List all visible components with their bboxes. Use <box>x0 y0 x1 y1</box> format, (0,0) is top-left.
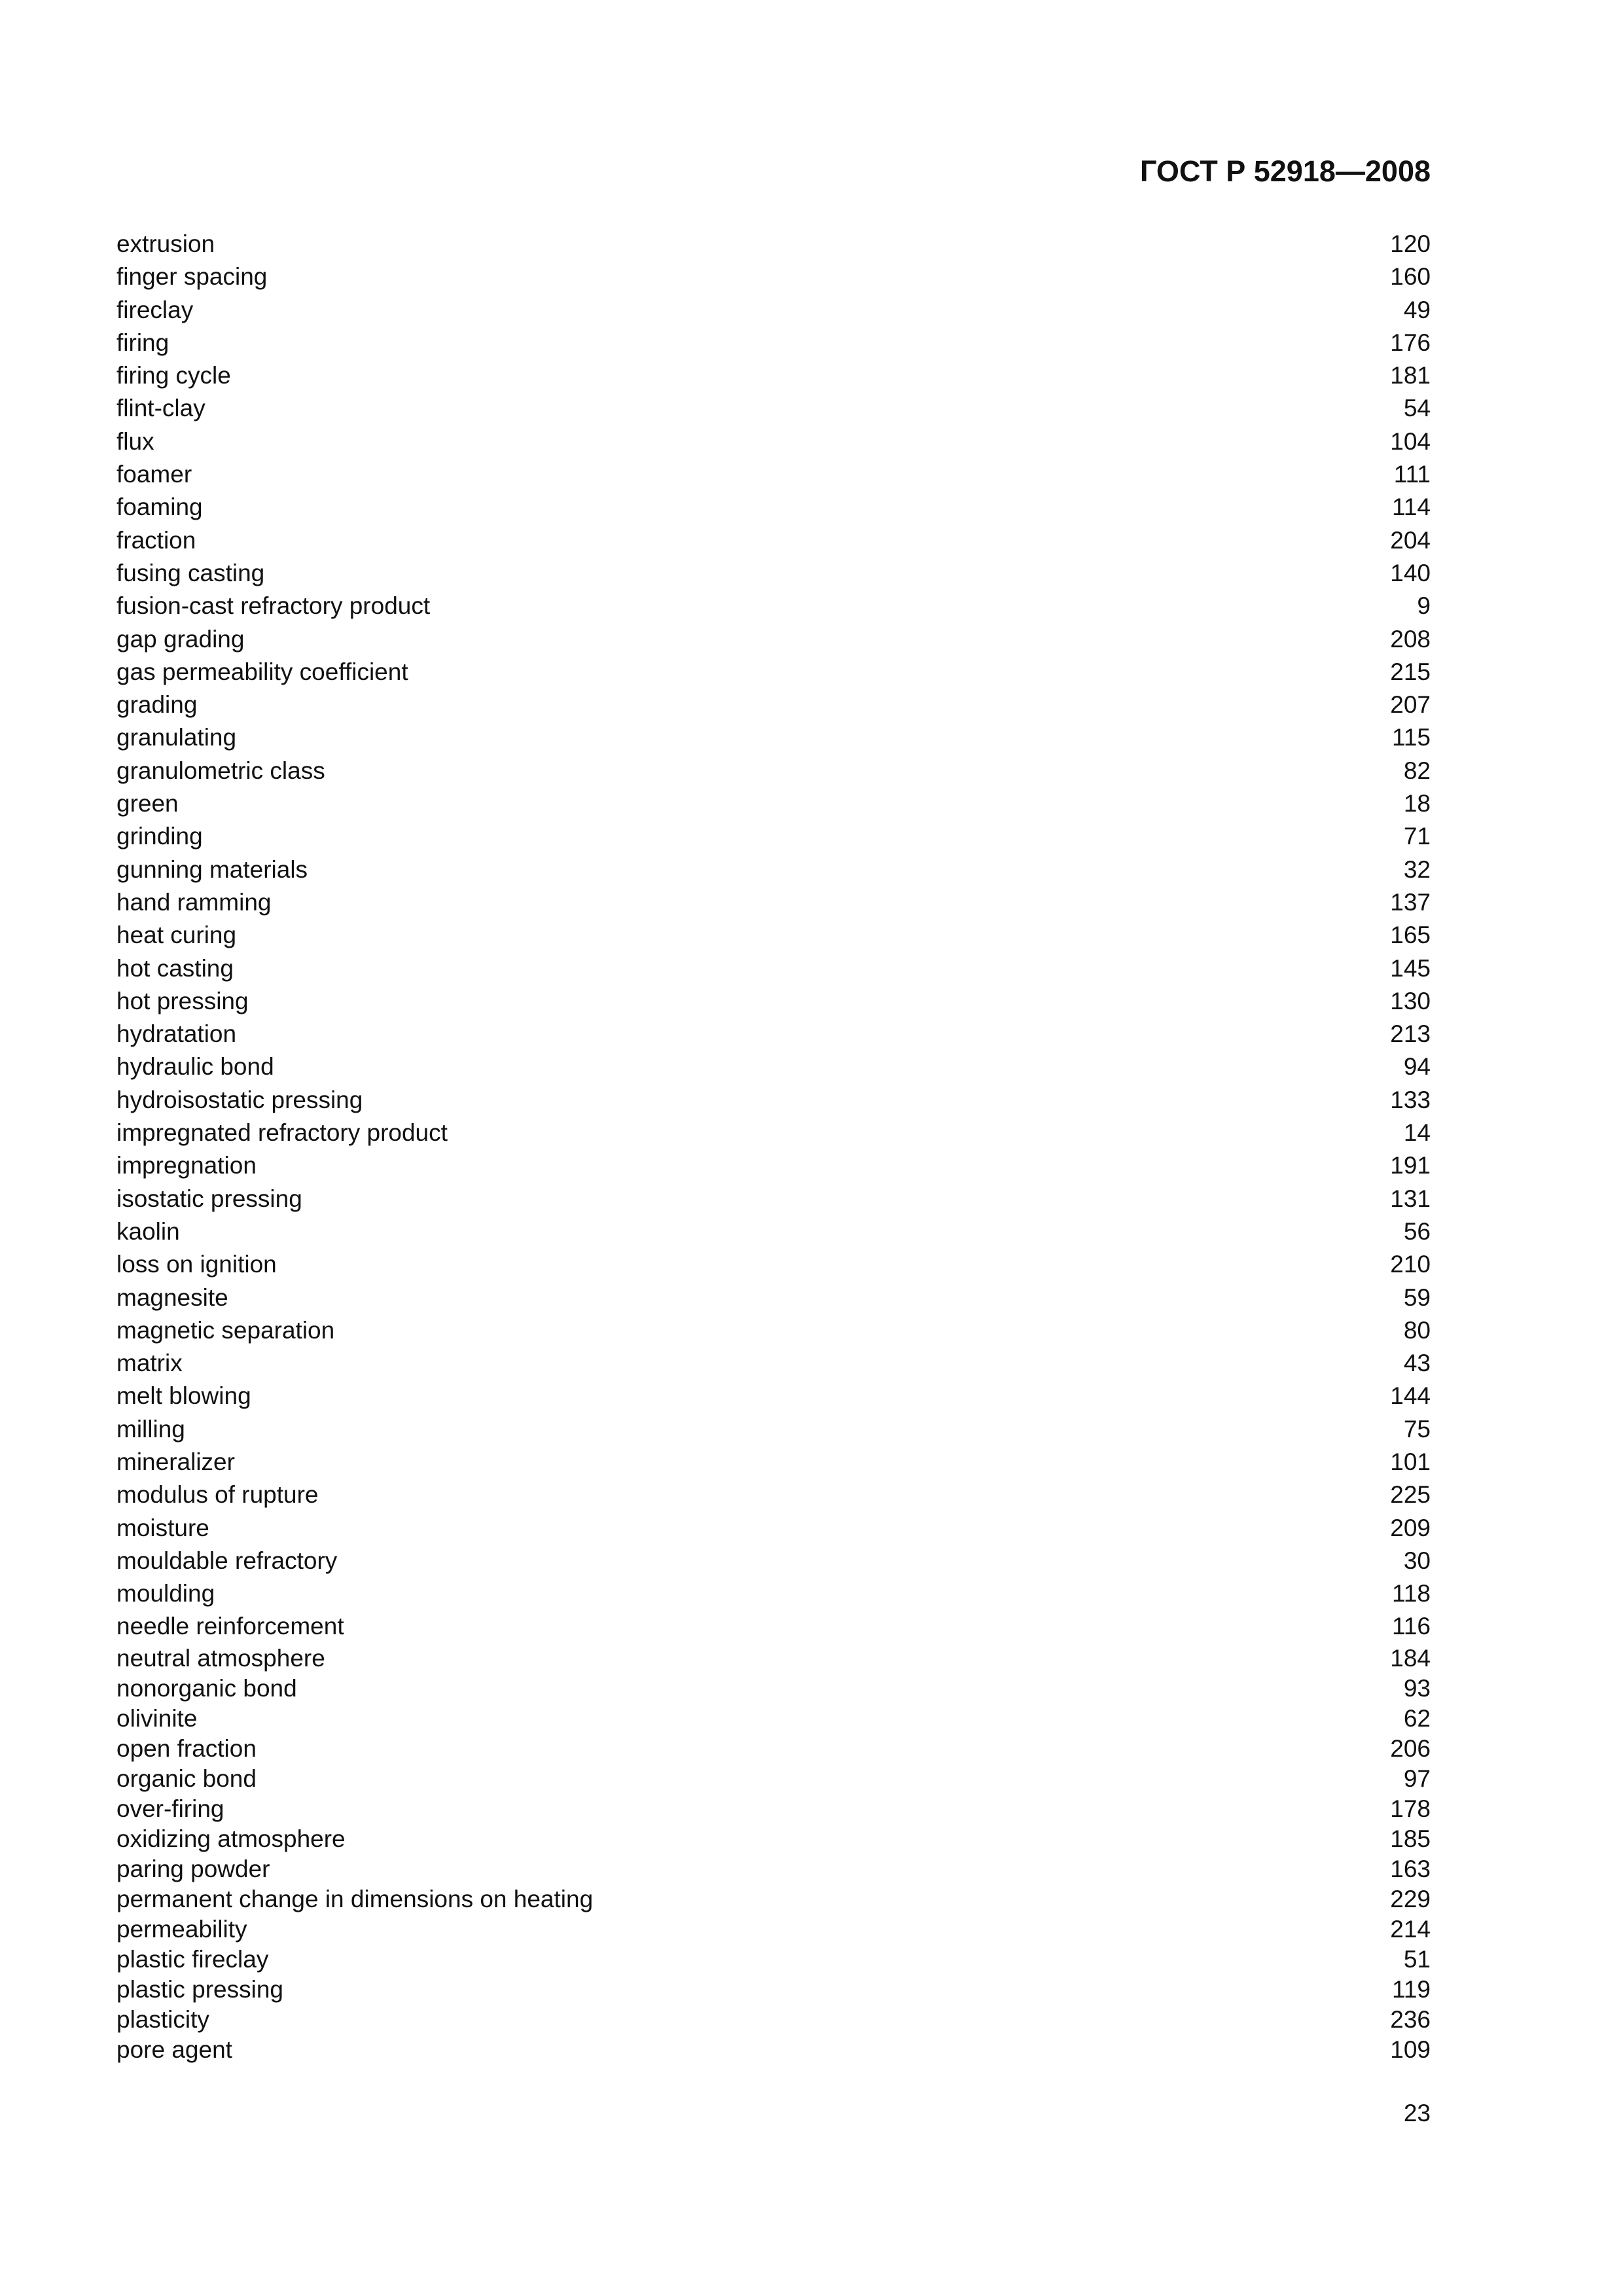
index-term: open fraction <box>116 1734 257 1762</box>
index-number: 181 <box>1390 362 1431 389</box>
index-number: 56 <box>1403 1217 1431 1245</box>
index-term: flux <box>116 427 154 455</box>
index-number: 120 <box>1390 230 1431 257</box>
index-term: melt blowing <box>116 1382 251 1410</box>
index-row <box>116 1282 1431 1314</box>
index-term: pore agent <box>116 2036 232 2063</box>
index-row <box>116 524 1431 557</box>
index-row <box>116 2035 1431 2065</box>
index-term: granulating <box>116 724 237 751</box>
index-row <box>116 1314 1431 1347</box>
index-term: mineralizer <box>116 1448 235 1475</box>
index-row <box>116 623 1431 656</box>
index-row <box>116 1884 1431 1914</box>
index-number: 145 <box>1390 954 1431 982</box>
index-number: 140 <box>1390 559 1431 586</box>
index-term: needle reinforcement <box>116 1613 344 1640</box>
index-term: gas permeability coefficient <box>116 658 408 685</box>
index-number: 236 <box>1390 2005 1431 2033</box>
index-number: 114 <box>1392 493 1431 521</box>
index-row <box>116 820 1431 853</box>
index-number: 215 <box>1390 658 1431 685</box>
index-row <box>116 1794 1431 1824</box>
index-row <box>116 1734 1431 1764</box>
index-number: 51 <box>1403 1945 1431 1973</box>
index-number: 111 <box>1393 461 1431 488</box>
index-row <box>116 1674 1431 1704</box>
index-row <box>116 1248 1431 1281</box>
index-number: 59 <box>1403 1283 1431 1311</box>
index-number: 209 <box>1390 1514 1431 1541</box>
index-number: 130 <box>1390 987 1431 1014</box>
index-row <box>116 1084 1431 1117</box>
index-number: 62 <box>1403 1704 1431 1732</box>
index-row <box>116 1914 1431 1945</box>
index-number: 32 <box>1403 855 1431 883</box>
index-term: milling <box>116 1415 185 1443</box>
index-number: 178 <box>1390 1795 1431 1822</box>
index-row <box>116 1512 1431 1545</box>
index-term: mouldable refractory <box>116 1547 338 1574</box>
index-term: gunning materials <box>116 855 308 883</box>
index-term: extrusion <box>116 230 215 257</box>
index-number: 101 <box>1390 1448 1431 1475</box>
index-row <box>116 1380 1431 1412</box>
index-row <box>116 1117 1431 1149</box>
index-term: hand ramming <box>116 888 272 916</box>
index-number: 118 <box>1392 1580 1431 1607</box>
index-number: 94 <box>1403 1053 1431 1081</box>
index-row <box>116 491 1431 524</box>
index-row <box>116 1577 1431 1610</box>
index-number: 184 <box>1390 1644 1431 1672</box>
index-number: 104 <box>1390 427 1431 455</box>
index-term: foaming <box>116 493 203 521</box>
index-row <box>116 1975 1431 2005</box>
index-number: 163 <box>1390 1855 1431 1882</box>
index-term: moisture <box>116 1514 209 1541</box>
index-term: foamer <box>116 461 192 488</box>
index-term: fireclay <box>116 296 194 323</box>
index-row <box>116 228 1431 260</box>
index-term: plastic pressing <box>116 1975 284 2003</box>
index-row <box>116 425 1431 458</box>
index-row <box>116 656 1431 689</box>
index-row <box>116 1704 1431 1734</box>
index-number: 191 <box>1390 1152 1431 1179</box>
page-number: 23 <box>1403 2100 1431 2126</box>
index-number: 75 <box>1403 1415 1431 1443</box>
index-term: fraction <box>116 526 196 554</box>
index-term: gap grading <box>116 625 245 653</box>
index-term: firing <box>116 329 169 356</box>
index-row <box>116 1610 1431 1643</box>
index-term: green <box>116 790 179 817</box>
index-term: hot pressing <box>116 987 249 1014</box>
index-term: grading <box>116 691 198 719</box>
index-row <box>116 985 1431 1018</box>
index-term: permanent change in dimensions on heating <box>116 1885 594 1912</box>
index-term: modulus of rupture <box>116 1481 319 1509</box>
index-term: loss on ignition <box>116 1251 277 1278</box>
index-term: flint-clay <box>116 395 205 422</box>
index-row <box>116 1215 1431 1248</box>
index-term: oxidizing atmosphere <box>116 1825 346 1852</box>
index-row <box>116 392 1431 425</box>
index-row <box>116 1018 1431 1050</box>
index-row <box>116 1479 1431 1511</box>
index-number: 116 <box>1392 1613 1431 1640</box>
index-row <box>116 294 1431 327</box>
index-number: 204 <box>1390 526 1431 554</box>
index-number: 207 <box>1390 691 1431 719</box>
index-row <box>116 327 1431 359</box>
index-number: 213 <box>1390 1020 1431 1048</box>
index-row <box>116 721 1431 754</box>
index-term: firing cycle <box>116 362 231 389</box>
index-number: 185 <box>1390 1825 1431 1852</box>
index-term: plasticity <box>116 2005 209 2033</box>
index-number: 165 <box>1390 922 1431 949</box>
index-number: 97 <box>1403 1765 1431 1792</box>
index-number: 43 <box>1403 1350 1431 1377</box>
index-term: magnetic separation <box>116 1316 335 1344</box>
index-row <box>116 557 1431 590</box>
index-term: grinding <box>116 823 203 850</box>
index-number: 176 <box>1390 329 1431 356</box>
index-number: 133 <box>1390 1086 1431 1113</box>
index-term: hydroisostatic pressing <box>116 1086 363 1113</box>
index-term: granulometric class <box>116 757 325 784</box>
index-term: hot casting <box>116 954 234 982</box>
index-term: nonorganic bond <box>116 1674 297 1702</box>
index-row <box>116 359 1431 392</box>
index-term: moulding <box>116 1580 215 1607</box>
index-row <box>116 2005 1431 2035</box>
index-row <box>116 787 1431 820</box>
document-code: ГОСТ Р 52918—2008 <box>1139 154 1431 188</box>
index-row <box>116 1149 1431 1182</box>
index-term: organic bond <box>116 1765 257 1792</box>
index-number: 206 <box>1390 1734 1431 1762</box>
index-number: 49 <box>1403 296 1431 323</box>
index-number: 137 <box>1390 888 1431 916</box>
index-term: paring powder <box>116 1855 270 1882</box>
index-number: 82 <box>1403 757 1431 784</box>
index-term: plastic fireclay <box>116 1945 269 1973</box>
index-term: over-firing <box>116 1795 224 1822</box>
index-number: 71 <box>1403 823 1431 850</box>
index-row <box>116 1854 1431 1884</box>
index-term: heat curing <box>116 922 237 949</box>
index-row <box>116 853 1431 886</box>
index-row <box>116 1413 1431 1446</box>
index-number: 14 <box>1403 1119 1431 1147</box>
index-number: 30 <box>1403 1547 1431 1574</box>
index-row <box>116 1446 1431 1479</box>
index-number: 229 <box>1390 1885 1431 1912</box>
index-number: 208 <box>1390 625 1431 653</box>
index-number: 9 <box>1417 592 1431 620</box>
index-number: 115 <box>1392 724 1431 751</box>
index-term: neutral atmosphere <box>116 1644 325 1672</box>
index-row <box>116 1183 1431 1215</box>
index-term: hydraulic bond <box>116 1053 274 1081</box>
index-number: 214 <box>1390 1915 1431 1943</box>
index-row <box>116 260 1431 293</box>
index-row <box>116 1764 1431 1794</box>
index-term: hydratation <box>116 1020 237 1048</box>
index-number: 131 <box>1390 1185 1431 1212</box>
index-number: 93 <box>1403 1674 1431 1702</box>
index-number: 144 <box>1390 1382 1431 1410</box>
index-number: 109 <box>1390 2036 1431 2063</box>
index-term: impregnated refractory product <box>116 1119 448 1147</box>
index-number: 210 <box>1390 1251 1431 1278</box>
index-row <box>116 590 1431 622</box>
index-term: fusing casting <box>116 559 265 586</box>
index-term: finger spacing <box>116 263 268 291</box>
index-term: kaolin <box>116 1217 180 1245</box>
index-row <box>116 1545 1431 1577</box>
index-number: 18 <box>1403 790 1431 817</box>
index-row <box>116 952 1431 985</box>
index-number: 225 <box>1390 1481 1431 1509</box>
index-term: olivinite <box>116 1704 198 1732</box>
index-row <box>116 1050 1431 1083</box>
index-row <box>116 1347 1431 1380</box>
index-row <box>116 1643 1431 1674</box>
index-number: 80 <box>1403 1316 1431 1344</box>
index-term: permeability <box>116 1915 247 1943</box>
index-term: matrix <box>116 1350 183 1377</box>
index-number: 160 <box>1390 263 1431 291</box>
index-term: magnesite <box>116 1283 228 1311</box>
index-row <box>116 1945 1431 1975</box>
index-term: impregnation <box>116 1152 257 1179</box>
index-number: 119 <box>1392 1975 1431 2003</box>
index-row <box>116 919 1431 952</box>
index-row <box>116 755 1431 787</box>
index-number: 54 <box>1403 395 1431 422</box>
index-term: isostatic pressing <box>116 1185 302 1212</box>
index-row <box>116 458 1431 491</box>
index-list <box>116 228 1431 2065</box>
index-term: fusion-cast refractory product <box>116 592 431 620</box>
index-row <box>116 886 1431 919</box>
index-row <box>116 1824 1431 1854</box>
index-row <box>116 689 1431 721</box>
